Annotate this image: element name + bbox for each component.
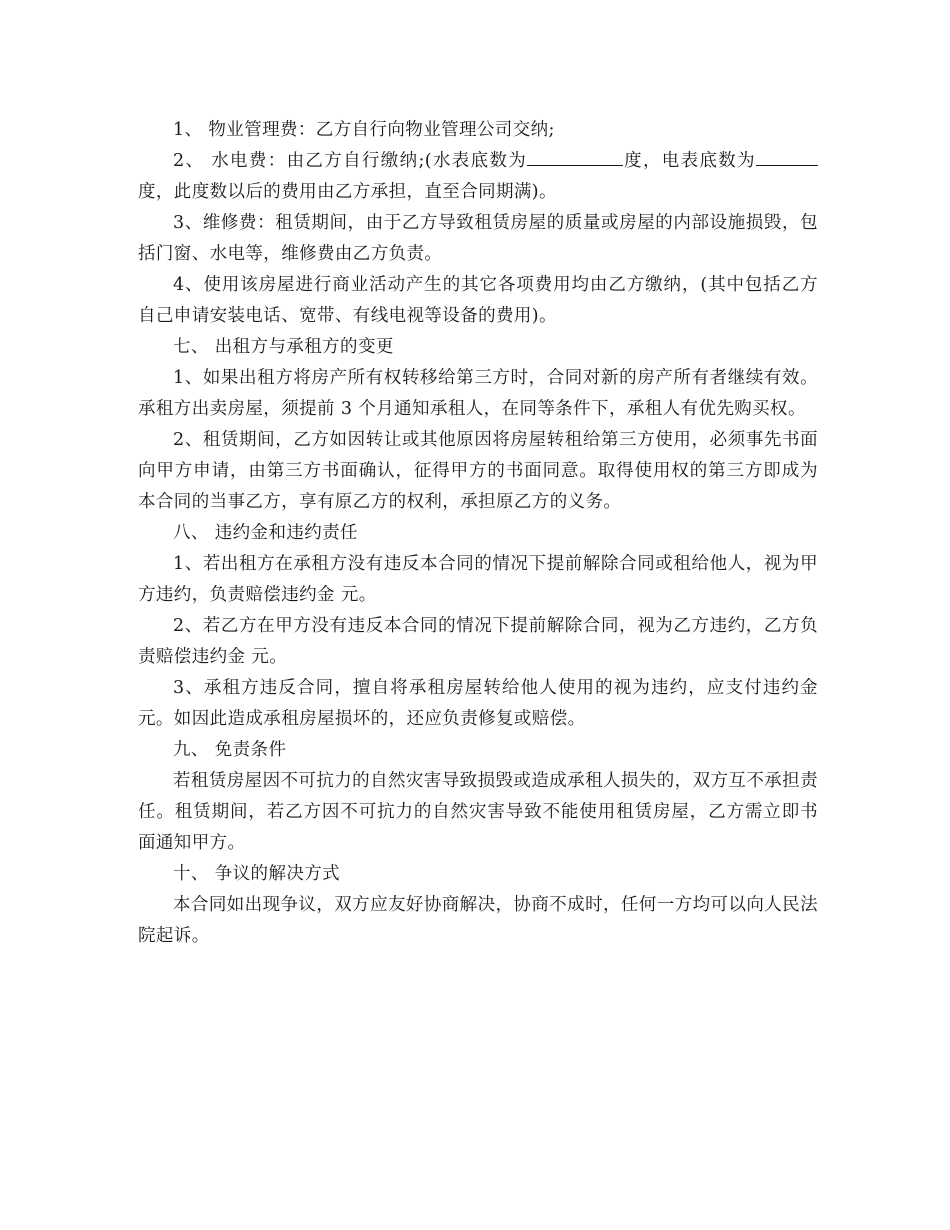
- document-page: [138, 115, 818, 952]
- clause-other-fees: 4、使用该房屋进行商业活动产生的其它各项费用均由乙方缴纳，(其中包括乙方自己申请安装电话、宽带、有线电视等设备的费用)。: [138, 275, 818, 326]
- clause-force-majeure: 若租赁房屋因不可抗力的自然灾害导致损毁或造成承租人损失的，双方互不承担责任。租赁期间，若乙方因不可抗力的自然灾害导致不能使用租赁房屋，乙方需立即书面通知甲方。: [138, 771, 818, 853]
- utility-fee-text-1: 2、 水电费：由乙方自行缴纳;(水表底数为: [173, 151, 528, 171]
- clause-utility-fee: [138, 146, 818, 208]
- clause-lessee-breach: 2、若乙方在甲方没有违反本合同的情况下提前解除合同，视为乙方违约，乙方负责赔偿违约金 元。: [138, 616, 818, 667]
- section-heading-dispute: 十、 争议的解决方式: [173, 864, 341, 884]
- clause-property-fee: 1、 物业管理费：乙方自行向物业管理公司交纳;: [173, 120, 555, 140]
- clause-repair-fee: 3、维修费：租赁期间，由于乙方导致租赁房屋的质量或房屋的内部设施损毁，包括门窗、水电等，维修费由乙方负责。: [138, 213, 818, 264]
- electric-meter-blank: [756, 149, 818, 166]
- clause-ownership-transfer: 1、如果出租方将房产所有权转移给第三方时，合同对新的房产所有者继续有效。承租方出卖房屋，须提前 3 个月通知承租人，在同等条件下，承租人有优先购买权。: [138, 368, 818, 419]
- section-heading-breach: 八、 违约金和违约责任: [173, 523, 358, 543]
- clause-unauthorized-sublease: 3、承租方违反合同，擅自将承租房屋转给他人使用的视为违约，应支付违约金 元。如因此造成承租房屋损坏的，还应负责修复或赔偿。: [138, 678, 818, 729]
- water-meter-blank: [527, 149, 623, 166]
- section-heading-exemption: 九、 免责条件: [173, 740, 287, 760]
- section-heading-changes: 七、 出租方与承租方的变更: [173, 337, 394, 357]
- utility-fee-text-2: 度，电表底数为: [623, 151, 756, 171]
- clause-sublease: 2、租赁期间，乙方如因转让或其他原因将房屋转租给第三方使用，必须事先书面向甲方申请，由第三方书面确认，征得甲方的书面同意。取得使用权的第三方即成为本合同的当事乙方，享有原乙方的权利，承担原乙方的义务。: [138, 430, 818, 512]
- clause-dispute-resolution: 本合同如出现争议，双方应友好协商解决，协商不成时，任何一方均可以向人民法院起诉。: [138, 895, 818, 946]
- utility-fee-text-3: 度，此度数以后的费用由乙方承担，直至合同期满)。: [138, 182, 557, 202]
- clause-lessor-breach: 1、若出租方在承租方没有违反本合同的情况下提前解除合同或租给他人，视为甲方违约，负责赔偿违约金 元。: [138, 554, 818, 605]
